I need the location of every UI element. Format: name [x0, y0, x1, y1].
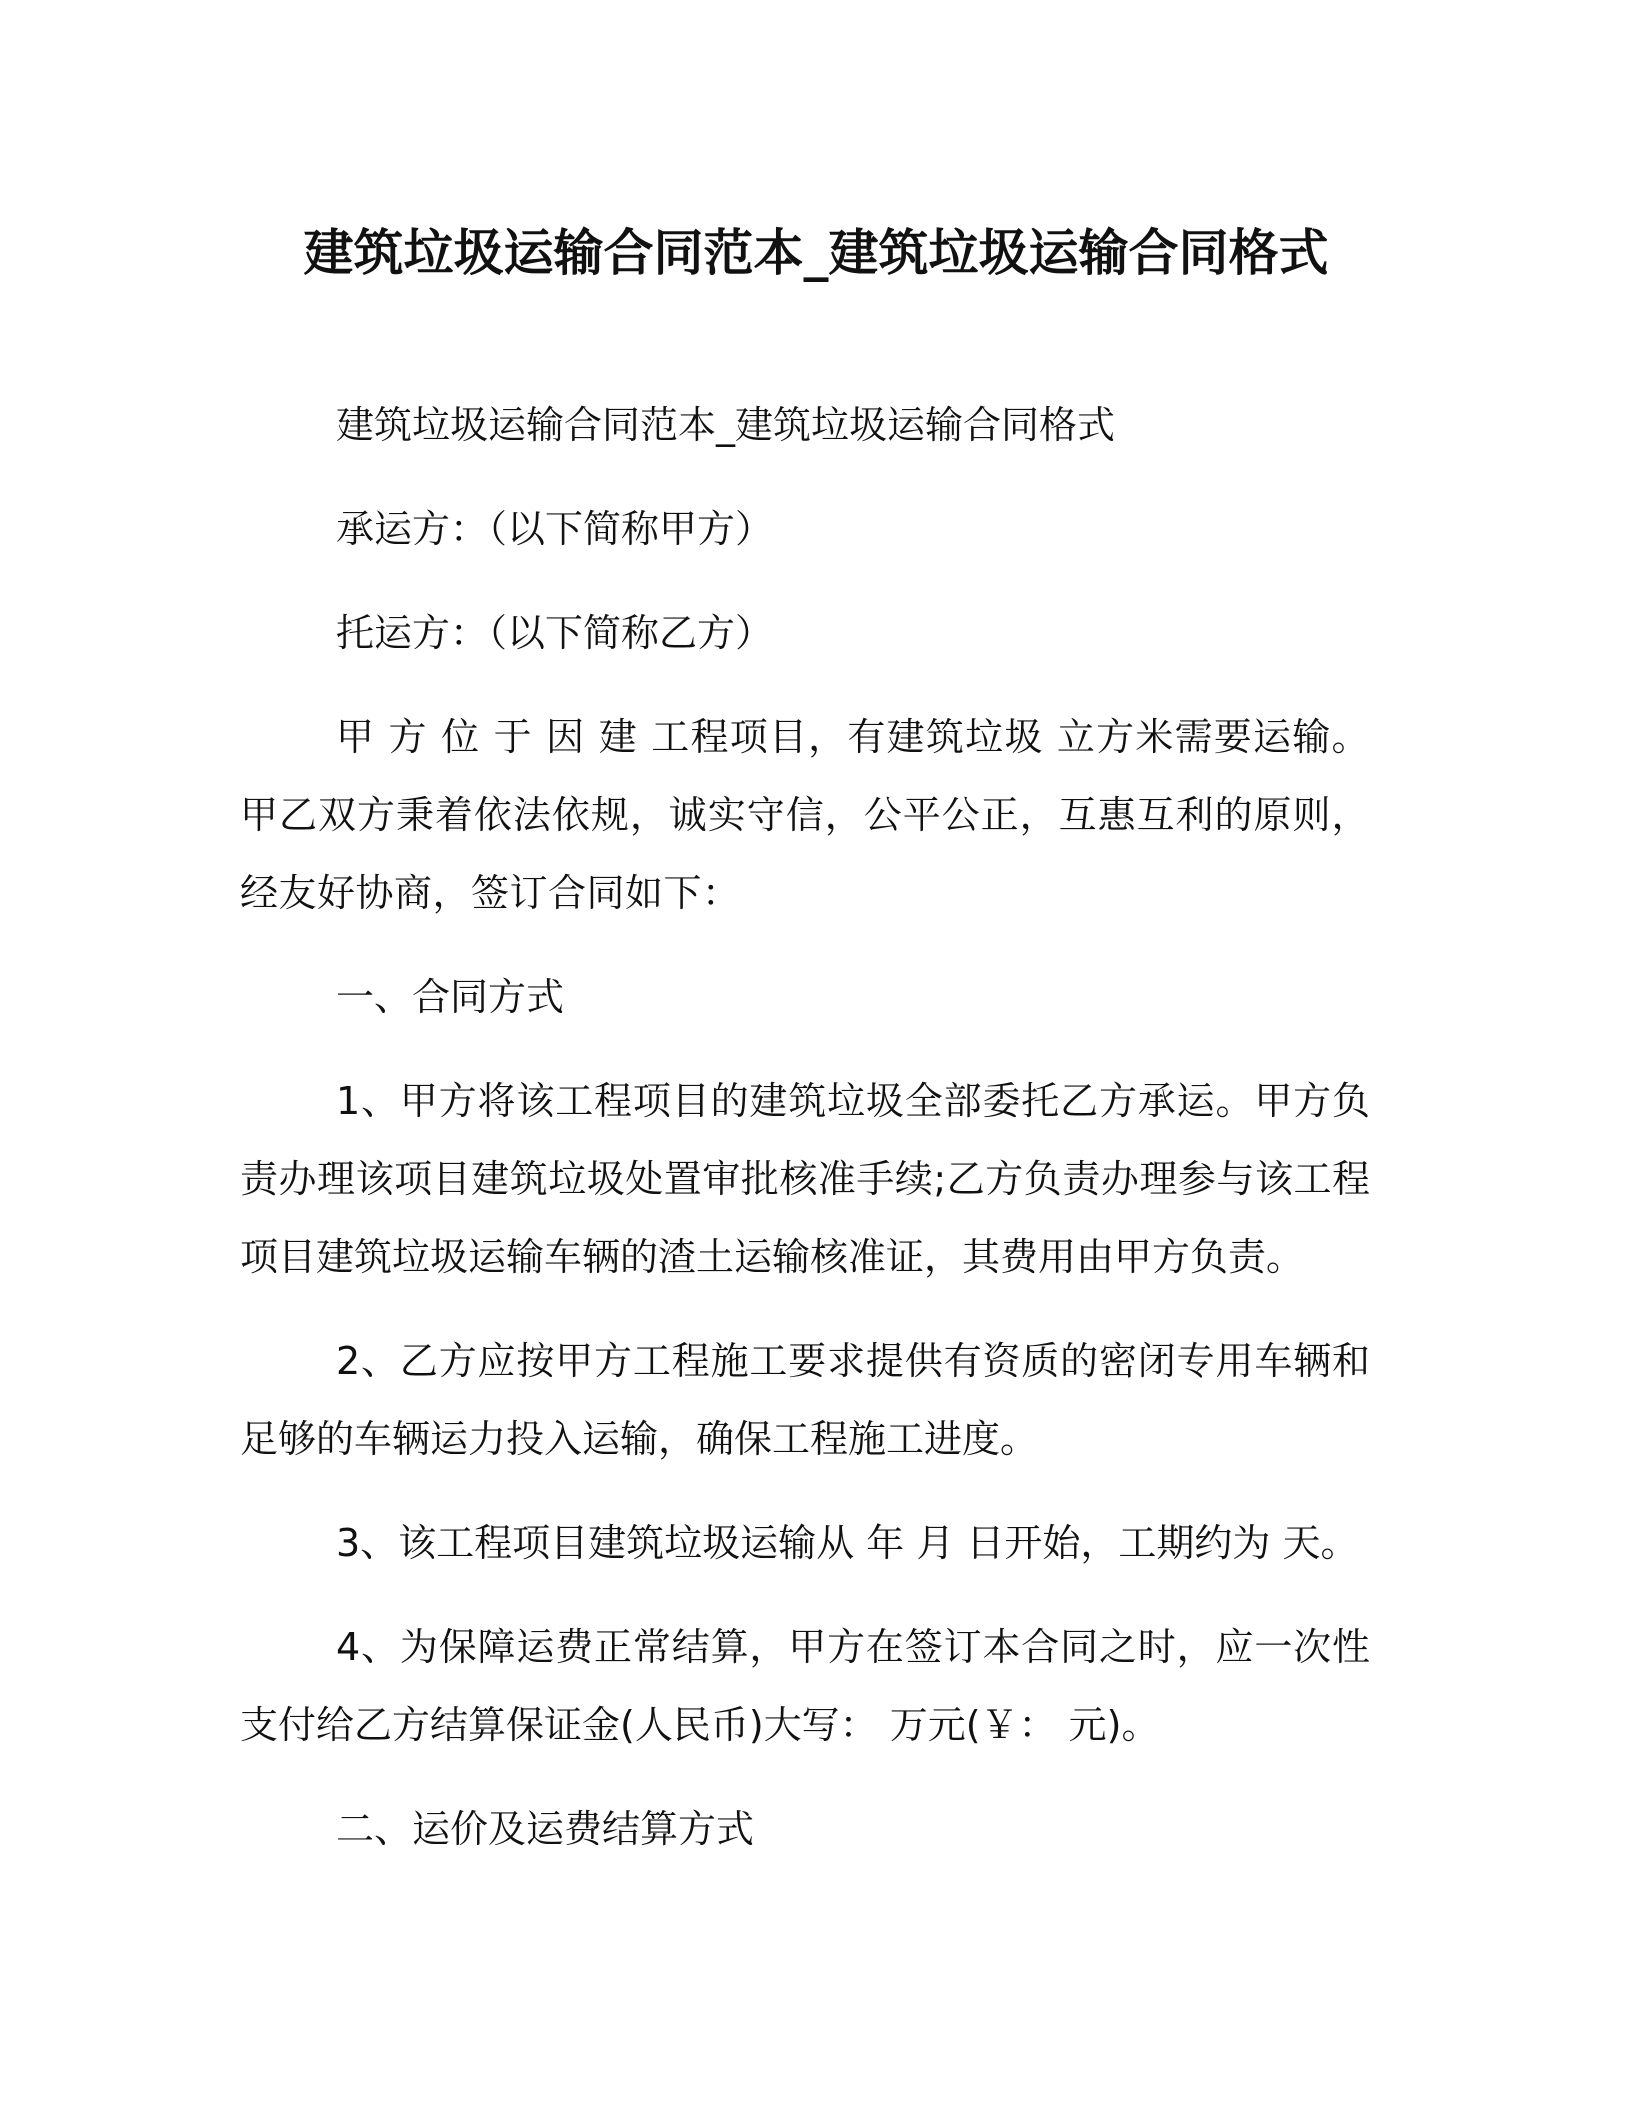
clause-2: 2、乙方应按甲方工程施工要求提供有资质的密闭专用车辆和足够的车辆运力投入运输，确保工程施工进度。	[240, 1339, 1370, 1461]
carrier-party-line: 承运方：（以下简称甲方）	[336, 507, 774, 551]
clause-4: 4、为保障运费正常结算，甲方在签订本合同之时，应一次性支付给乙方结算保证金(人民币)大写： 万元(￥： 元)。	[240, 1625, 1370, 1747]
section-heading-2: 二、运价及运费结算方式	[336, 1807, 755, 1851]
subtitle-paragraph: 建筑垃圾运输合同范本_建筑垃圾运输合同格式	[336, 403, 1116, 447]
section-heading-1: 一、合同方式	[336, 975, 565, 1019]
clause-3: 3、该工程项目建筑垃圾运输从 年 月 日开始，工期约为 天。	[336, 1521, 1359, 1565]
shipper-party-line: 托运方：（以下简称乙方）	[336, 611, 774, 655]
document-title: 建筑垃圾运输合同范本_建筑垃圾运输合同格式	[303, 224, 1329, 282]
clause-1: 1、甲方将该工程项目的建筑垃圾全部委托乙方承运。甲方负责办理该项目建筑垃圾处置审批核准手续;乙方负责办理参与该工程项目建筑垃圾运输车辆的渣土运输核准证，其费用由甲方负责。	[240, 1079, 1370, 1279]
intro-paragraph: 甲 方 位 于 因 建 工程项目，有建筑垃圾 立方米需要运输。甲乙双方秉着依法依规，诚实守信，公平公正，互惠互利的原则，经友好协商，签订合同如下：	[240, 715, 1370, 915]
document-body	[240, 386, 1370, 1894]
